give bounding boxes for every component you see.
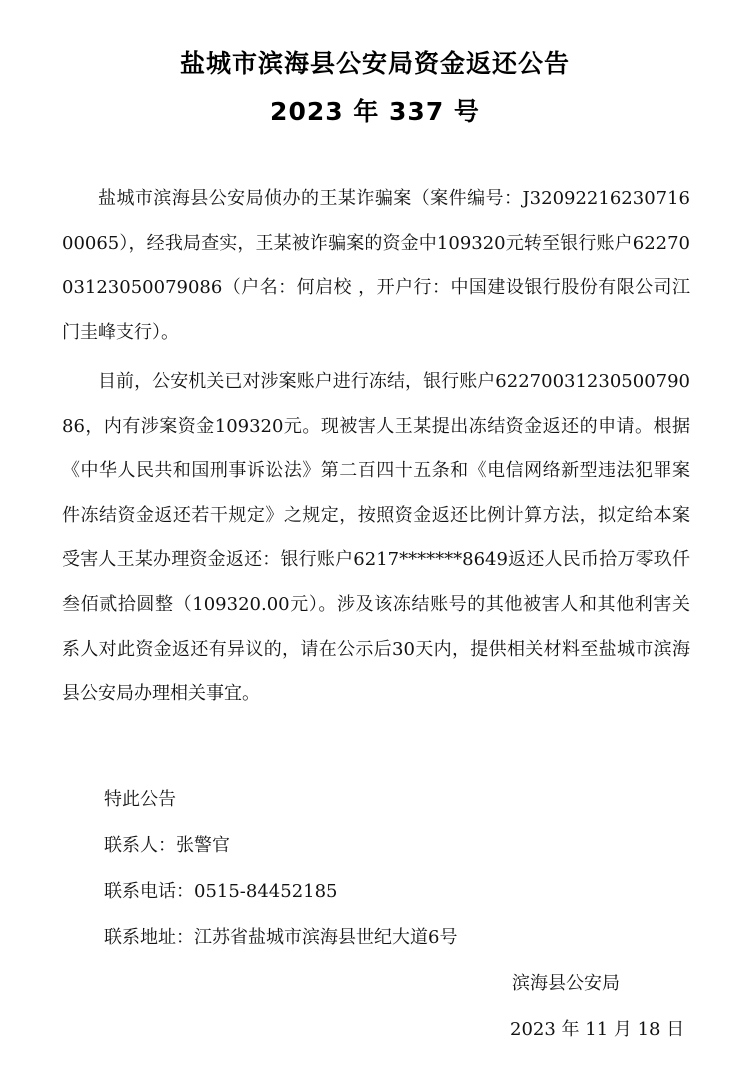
- contact-person: 联系人：张警官: [104, 835, 230, 856]
- paragraph-refund-details: 目前，公安机关已对涉案账户进行冻结，银行账户6227003123050079086，内有涉案资金109320元。现被害人王某提出冻结资金返还的申请。根据《中华人民共和国刑事诉讼法》第二百四十五条和《电信网络新型违法犯罪案件冻结资金返还若干规定》之规定，按照资金返还比例计算方法，拟定给本案受害人王某办理资金返还：银行账户6217*******8649返还人民币拾万零玖仟叁佰贰拾圆整（109320.00元）。涉及该冻结账号的其他被害人和其他利害关系人对此资金返还有异议的，请在公示后30天内，提供相关材料至盐城市滨海县公安局办理相关事宜。: [62, 371, 690, 705]
- paragraph-case-details: 盐城市滨海县公安局侦办的王某诈骗案（案件编号：J3209221623071600065），经我局查实，王某被诈骗案的资金中109320元转至银行账户6227003123050079086（户名：何启校 ，开户行：中国建设银行股份有限公司江门圭峰支行）。: [62, 188, 690, 343]
- issuing-authority: 滨海县公安局: [512, 973, 620, 994]
- contact-phone: 联系电话：0515-84452185: [104, 881, 338, 902]
- contact-address: 联系地址：江苏省盐城市滨海县世纪大道6号: [104, 927, 458, 948]
- notice-title: 盐城市滨海县公安局资金返还公告: [179, 49, 570, 78]
- closing-statement: 特此公告: [104, 789, 176, 810]
- notice-number: 2023 年 337 号: [270, 97, 480, 126]
- issue-date: 2023 年 11 月 18 日: [510, 1019, 685, 1040]
